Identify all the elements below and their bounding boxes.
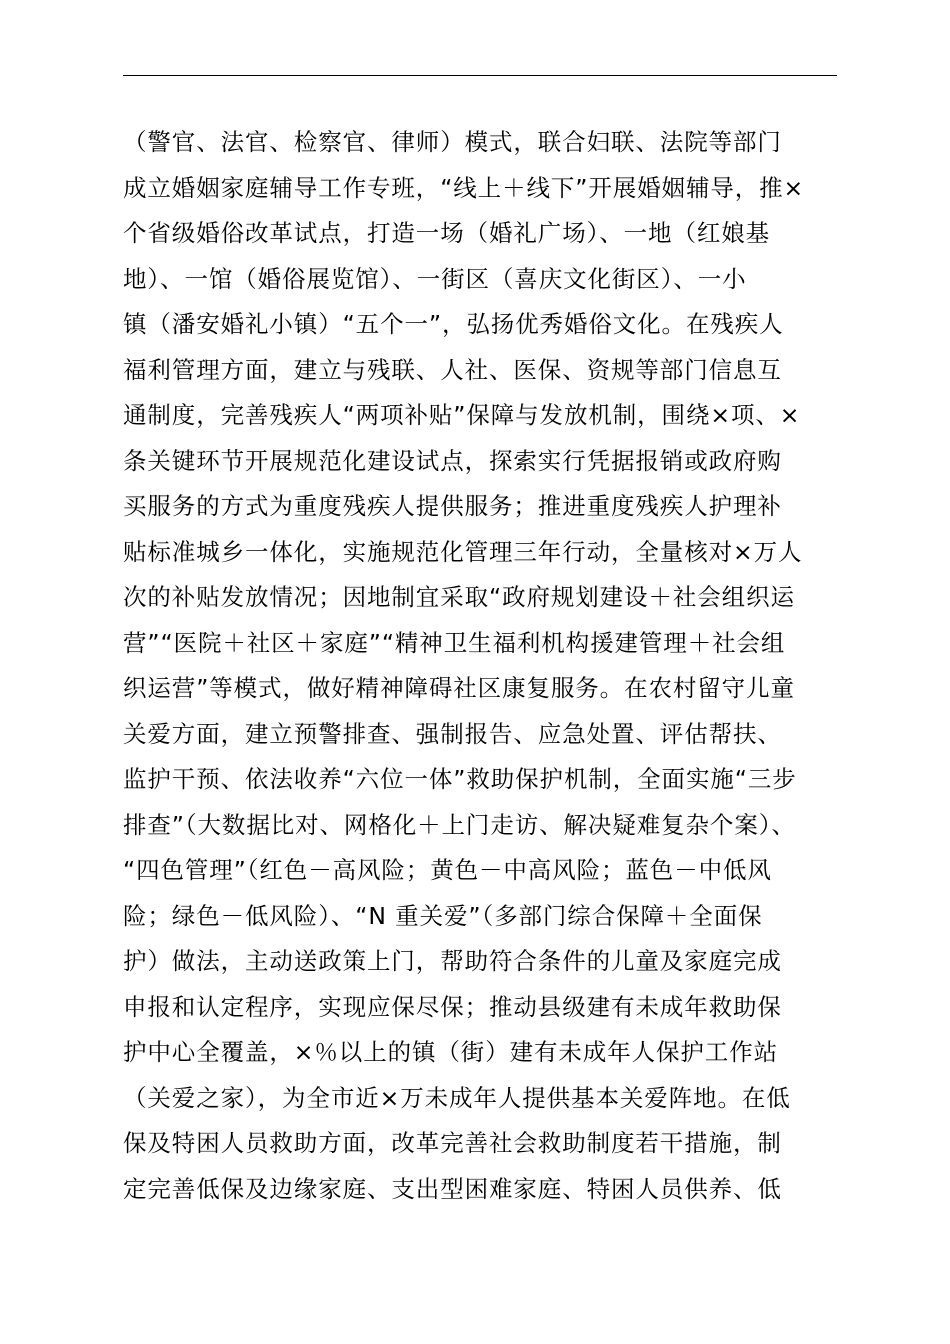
text-line: 监护干预、依法收养“六位一体”救助保护机制，全面实施“三步 <box>123 765 797 793</box>
text-line: 条关键环节开展规范化建设试点，探索实行凭据报销或政府购 <box>123 446 782 475</box>
text-line: 织运营”等模式，做好精神障碍社区康复服务。在农村留守儿童 <box>123 674 795 702</box>
text-line: （警官、法官、检察官、律师）模式，联合妇联、法院等部门 <box>123 128 782 156</box>
text-line: 排查”（大数据比对、网格化＋上门走访、解决疑难复杂个案）、 <box>123 810 796 839</box>
text-line: 护中心全覆盖，×％以上的镇（街）建有未成年人保护工作站 <box>123 1038 778 1066</box>
text-line: 次的补贴发放情况；因地制宜采取“政府规划建设＋社会组织运 <box>123 583 795 611</box>
text-line: 营”“医院＋社区＋家庭”“精神卫生福利机构援建管理＋社会组 <box>123 628 786 657</box>
body-text <box>123 120 839 1212</box>
header-rule <box>123 75 837 76</box>
text-line: 通制度，完善残疾人“两项补贴”保障与发放机制，围绕×项、× <box>123 401 801 429</box>
text-line: 保及特困人员救助方面，改革完善社会救助制度若干措施，制 <box>123 1129 782 1157</box>
text-line: 险；绿色－低风险）、“N 重关爱”（多部门综合保障＋全面保 <box>123 901 763 930</box>
text-line: （关爱之家），为全市近×万未成年人提供基本关爱阵地。在低 <box>123 1083 791 1112</box>
text-line: 福利管理方面，建立与残联、人社、医保、资规等部门信息互 <box>123 355 782 384</box>
text-line: 地）、一馆（婚俗展览馆）、一街区（喜庆文化街区）、一小 <box>123 264 747 293</box>
text-line: 护）做法，主动送政策上门，帮助符合条件的儿童及家庭完成 <box>123 947 782 975</box>
text-line: 申报和认定程序，实现应保尽保；推动县级建有未成年救助保 <box>123 992 782 1021</box>
text-line: 镇（潘安婚礼小镇）“五个一”，弘扬优秀婚俗文化。在残疾人 <box>123 310 784 338</box>
text-line: 定完善低保及边缘家庭、支出型困难家庭、特困人员供养、低 <box>123 1174 782 1203</box>
text-line: 个省级婚俗改革试点，打造一场（婚礼广场）、一地（红娘基 <box>123 219 771 247</box>
text-line: 买服务的方式为重度残疾人提供服务；推进重度残疾人护理补 <box>123 492 782 520</box>
text-line: 成立婚姻家庭辅导工作专班，“线上＋线下”开展婚姻辅导，推× <box>123 173 805 202</box>
text-line: 关爱方面，建立预警排查、强制报告、应急处置、评估帮扶、 <box>123 719 782 748</box>
text-line: 贴标准城乡一体化，实施规范化管理三年行动，全量核对×万人 <box>123 537 803 566</box>
text-line: “四色管理”（红色－高风险；黄色－中高风险；蓝色－中低风 <box>123 856 772 884</box>
